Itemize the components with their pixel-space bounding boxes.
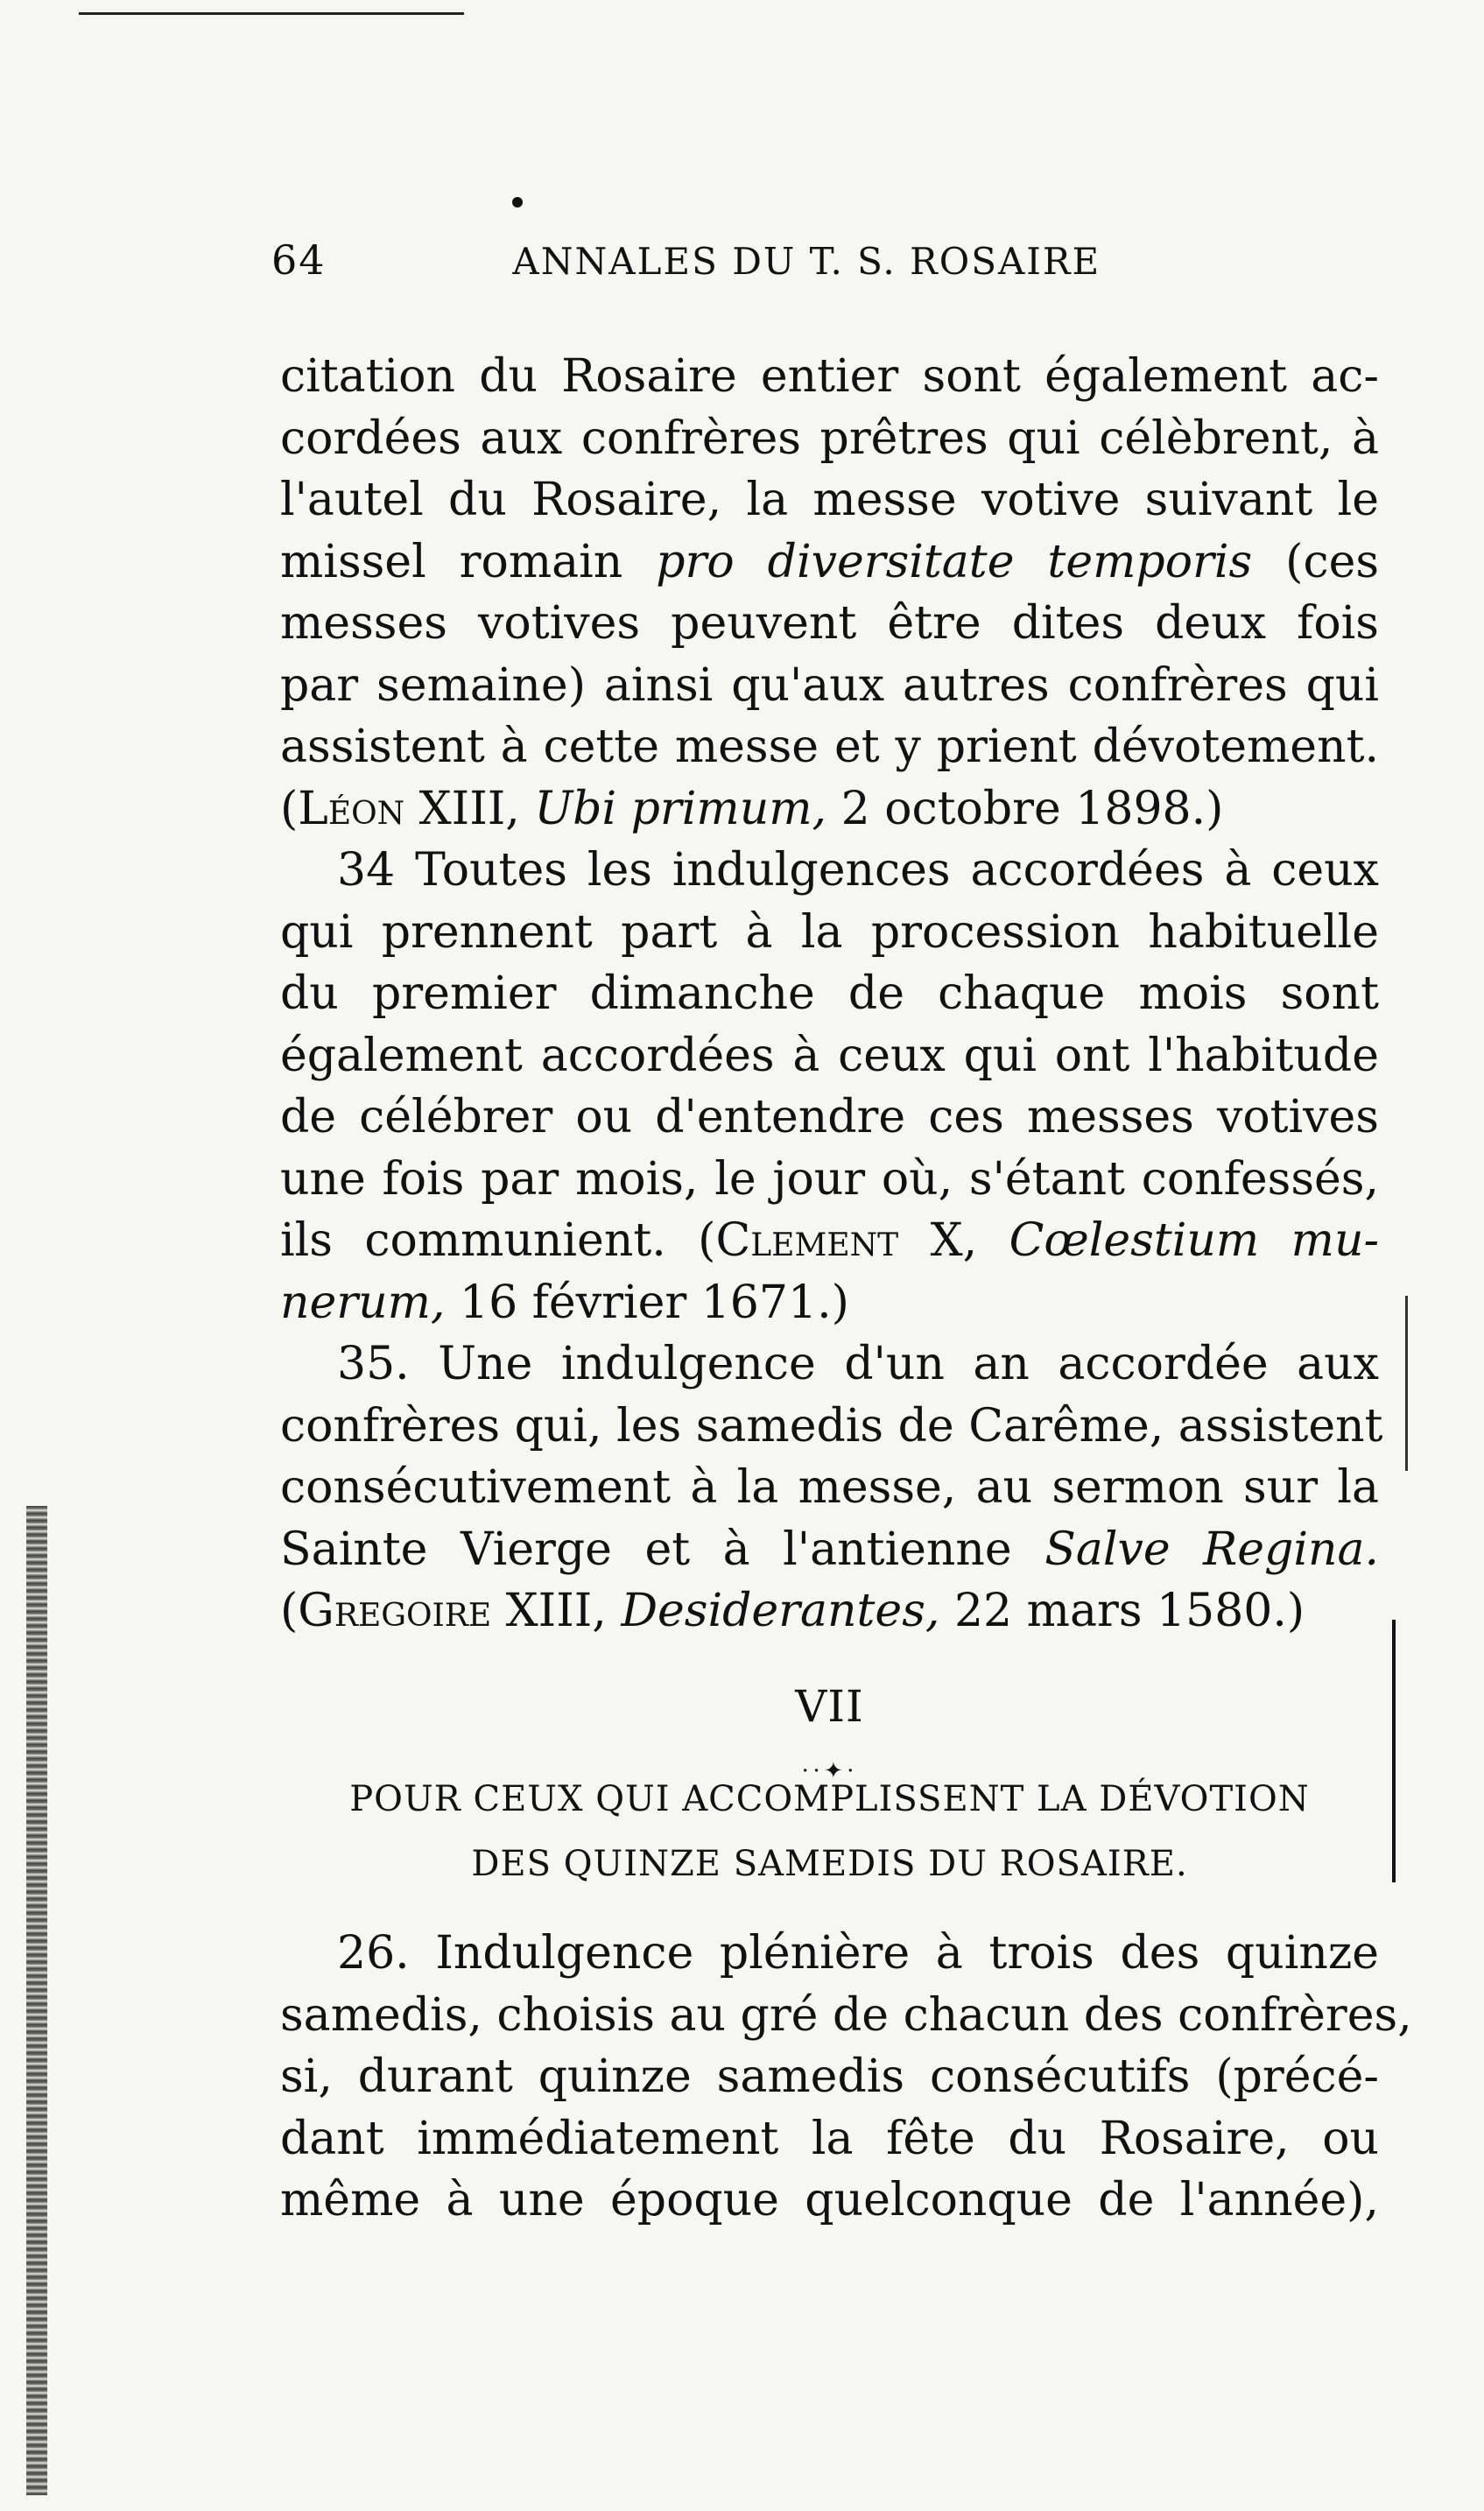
citation-line: nerum, 16 février 1671.) — [280, 1276, 849, 1329]
text-line: même à une époque quelconque de l'année), — [280, 2174, 1379, 2226]
ornament-icon: ⋅⋅✦⋅ — [801, 1758, 858, 1784]
citation-work: Desiderantes, — [621, 1585, 940, 1637]
margin-mark — [1392, 1620, 1396, 1882]
citation-author: Léon — [298, 782, 405, 835]
margin-mark-upper — [1405, 1296, 1408, 1471]
page-number: 64 — [271, 236, 327, 284]
text-line: Sainte Vierge et à l'antienne Salve Regina. — [280, 1523, 1380, 1576]
text-line: confrères qui, les samedis de Carême, assistent — [280, 1399, 1383, 1452]
top-rule — [79, 12, 464, 15]
citation-work: Ubi primum, — [534, 782, 827, 835]
citation-work: Cœlestium mu- — [1009, 1214, 1380, 1267]
citation-work: nerum, — [280, 1276, 446, 1329]
text-line: missel romain pro diversitate temporis (ces — [280, 535, 1380, 588]
latin-phrase: pro diversitate temporis — [656, 535, 1253, 588]
citation-author: Gregoire — [298, 1585, 492, 1637]
page-body — [280, 346, 1412, 2232]
citation-line: (Gregoire XIII, Desiderantes, 22 mars 1580.) — [280, 1585, 1305, 1637]
text-line: une fois par mois, le jour où, s'étant confessés, — [280, 1152, 1379, 1206]
text-line: 34 Toutes les indulgences accordées à ceux — [337, 844, 1379, 897]
text-line: l'autel du Rosaire, la messe votive suivant le — [280, 474, 1379, 526]
text-line: consécutivement à la messe, au sermon sur la — [280, 1461, 1379, 1514]
text-line: qui prennent part à la procession habituelle — [280, 905, 1379, 959]
text-line: par semaine) ainsi qu'aux autres confrères qui — [280, 658, 1379, 712]
running-title: ANNALES DU T. S. ROSAIRE — [512, 240, 1101, 283]
text-line: assistent à cette messe et y prient dévotement. — [280, 721, 1379, 773]
text-line: cordées aux confrères prêtres qui célèbrent, à — [280, 411, 1379, 465]
latin-phrase: Salve Regina. — [1044, 1523, 1380, 1576]
citation-line: ils communient. (Clement X, Cœlestium mu- — [280, 1214, 1380, 1267]
page-edge-shadow — [26, 1506, 47, 2495]
text-line: samedis, choisis au gré de chacun des confrères, — [280, 1988, 1412, 2042]
text-line: de célébrer ou d'entendre ces messes votives — [280, 1091, 1379, 1143]
citation-line: (Léon XIII, Ubi primum, 2 octobre 1898.) — [280, 782, 1224, 835]
text-line: messes votives peuvent être dites deux fois — [280, 597, 1379, 650]
running-header — [271, 236, 1234, 284]
section-title: DES QUINZE SAMEDIS DU ROSAIRE. — [471, 1844, 1188, 1884]
text-line: 35. Une indulgence d'un an accordée aux — [337, 1338, 1379, 1390]
section-numeral: VII — [795, 1680, 864, 1732]
ink-dot — [512, 197, 523, 207]
section-title: POUR CEUX QUI ACCOMPLISSENT LA DÉVOTION — [349, 1779, 1310, 1819]
text-line: si, durant quinze samedis consécutifs (précé- — [280, 2050, 1379, 2103]
text-line: dant immédiatement la fête du Rosaire, ou — [280, 2112, 1379, 2165]
text-line: citation du Rosaire entier sont également ac- — [280, 350, 1379, 403]
citation-author: Clement — [715, 1214, 899, 1267]
text-line: 26. Indulgence plénière à trois des quinze — [337, 1927, 1379, 1980]
text-line: également accordées à ceux qui ont l'habitude — [280, 1029, 1379, 1082]
text-line: du premier dimanche de chaque mois sont — [280, 967, 1379, 1020]
